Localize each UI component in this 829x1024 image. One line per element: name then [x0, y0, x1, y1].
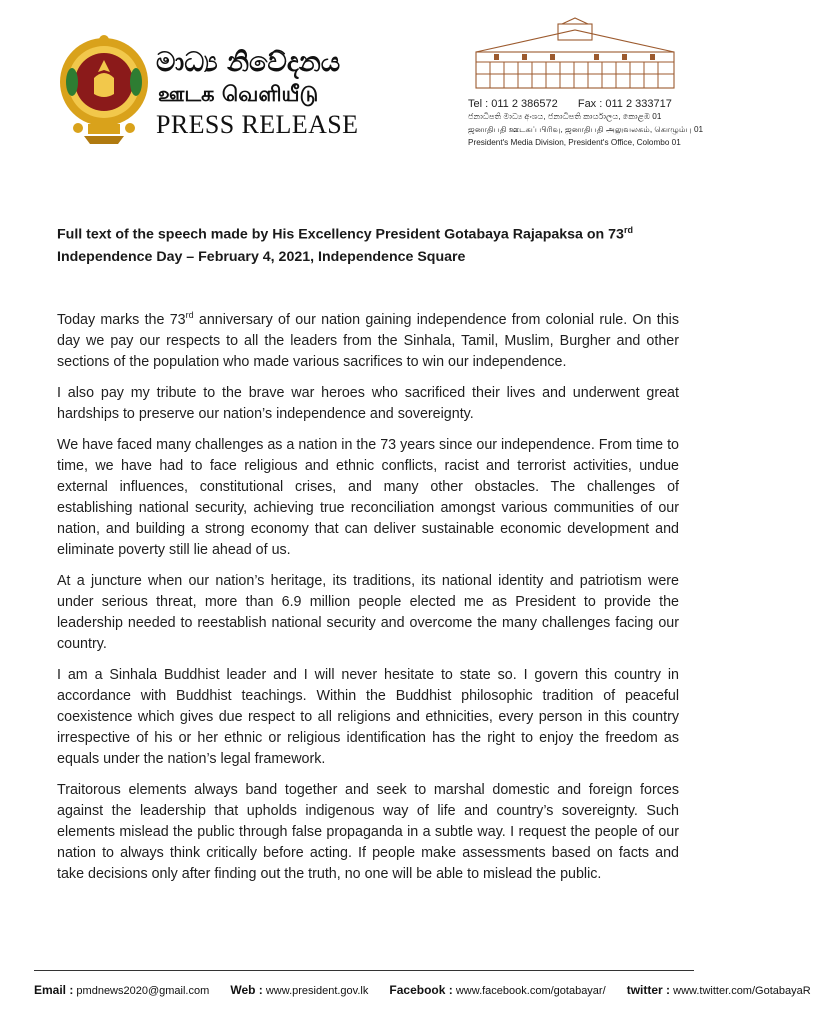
paragraph-4: At a juncture when our nation’s heritage, its traditions, its national identity and patriotism were under serious threat, more than 6.9 million people elected me as President to provide the leadership needed to reestablish national security and overcome the many challenges facing our country. — [57, 573, 679, 652]
heading-line2: Independence Day – February 4, 2021, Independence Square — [57, 248, 466, 265]
document-heading — [57, 219, 677, 268]
sri-lanka-emblem-logo — [58, 32, 150, 148]
title-english: PRESS RELEASE — [156, 110, 359, 139]
contact-block — [468, 98, 704, 149]
paragraph-1-start: Today marks the 73 — [57, 312, 186, 328]
paragraph-6: Traitorous elements always band together and seek to marshal domestic and foreign forces against the leadership that upholds indigenous way of life and country’s sovereignty. Such elements mislead the public through false propaganda in a subtle way. I request the people of our nation to always think critically before acting. If people make assessments based on facts and take decisions only after finding out the truth, no one will be able to mislead the public. — [57, 782, 679, 882]
speech-body — [57, 310, 679, 895]
title-sinhala: මාධ්‍ය නිවේදනය — [156, 47, 341, 78]
email-link[interactable]: pmdnews2020@gmail.com — [76, 985, 210, 997]
paragraph-2: I also pay my tribute to the brave war heroes who sacrificed their lives and underwent great hardships to preserve our nation’s independence and sovereignty. — [57, 385, 679, 422]
phone-fax-line — [468, 98, 680, 110]
address-sinhala: ජනාධිපති මාධ්‍ය අංශය, ජනාධිපති කාර්යාලය, කොළඹ 01 — [468, 112, 662, 121]
footer-email — [34, 985, 209, 997]
fax-label: Fax — [577, 98, 597, 110]
paragraph-1-superscript: rd — [185, 310, 194, 321]
tel-value: : 011 2 386572 — [485, 98, 558, 110]
facebook-label: Facebook : — [389, 983, 453, 997]
web-label: Web : — [230, 983, 263, 997]
heading-line1: Full text of the speech made by His Excellency President Gotabaya Rajapaksa on 73 — [57, 226, 624, 243]
title-tamil: ஊடக வெளியீடு — [158, 82, 319, 106]
fax-value: : 011 2 333717 — [599, 98, 672, 110]
paragraph-1-rest: anniversary of our nation gaining independence from colonial rule. On this day we pay our respects to all the leaders from the Sinhala, Tamil, Muslim, Burgher and other sections of the population who made various sacrifices to win our independence. — [57, 312, 679, 370]
tel-label: Tel — [468, 98, 483, 110]
footer-twitter — [627, 985, 811, 997]
address-tamil: ஜனாதிபதி ஊடகப் பிரிவு, ஜனாதிபதி அலுவலகம், கொழும்பு 01 — [468, 125, 704, 134]
footer — [34, 983, 811, 997]
twitter-link[interactable]: www.twitter.com/GotabayaR — [673, 985, 811, 997]
email-label: Email : — [34, 983, 74, 997]
masthead — [156, 48, 358, 140]
paragraph-1 — [57, 310, 679, 373]
footer-facebook — [389, 985, 605, 997]
paragraph-3: We have faced many challenges as a nation in the 73 years since our independence. From time to time, we have had to face religious and ethnic conflicts, racist and terrorist activities, undue external influences, constitutional crises, and many other obstacles. The challenges of establishing national security, achieving true reconciliation amongst various communities of our nation, and building a strong economy that can deliver sustainable economic development and eliminate poverty still lie ahead of us. — [57, 437, 680, 558]
web-link[interactable]: www.president.gov.lk — [265, 985, 369, 997]
paragraph-5: I am a Sinhala Buddhist leader and I will never hesitate to state so. I govern this country in accordance with Buddhist teachings. Within the Buddhist philosophic tradition of peaceful coexistence which gives due respect to all religions and ethnicities, every person in this country irrespective of his or her ethnic or religious identification has the right to enjoy the freedom as equals under the nation’s legal framework. — [57, 667, 679, 767]
heading-superscript: rd — [623, 225, 633, 235]
twitter-label: twitter : — [626, 983, 671, 997]
footer-divider — [34, 970, 694, 971]
facebook-link[interactable]: www.facebook.com/gotabayar/ — [455, 985, 606, 997]
presidents-office-building-illustration — [470, 22, 680, 92]
address-english: President's Media Division, President's Office, Colombo 01 — [468, 138, 681, 147]
footer-web — [230, 985, 368, 997]
